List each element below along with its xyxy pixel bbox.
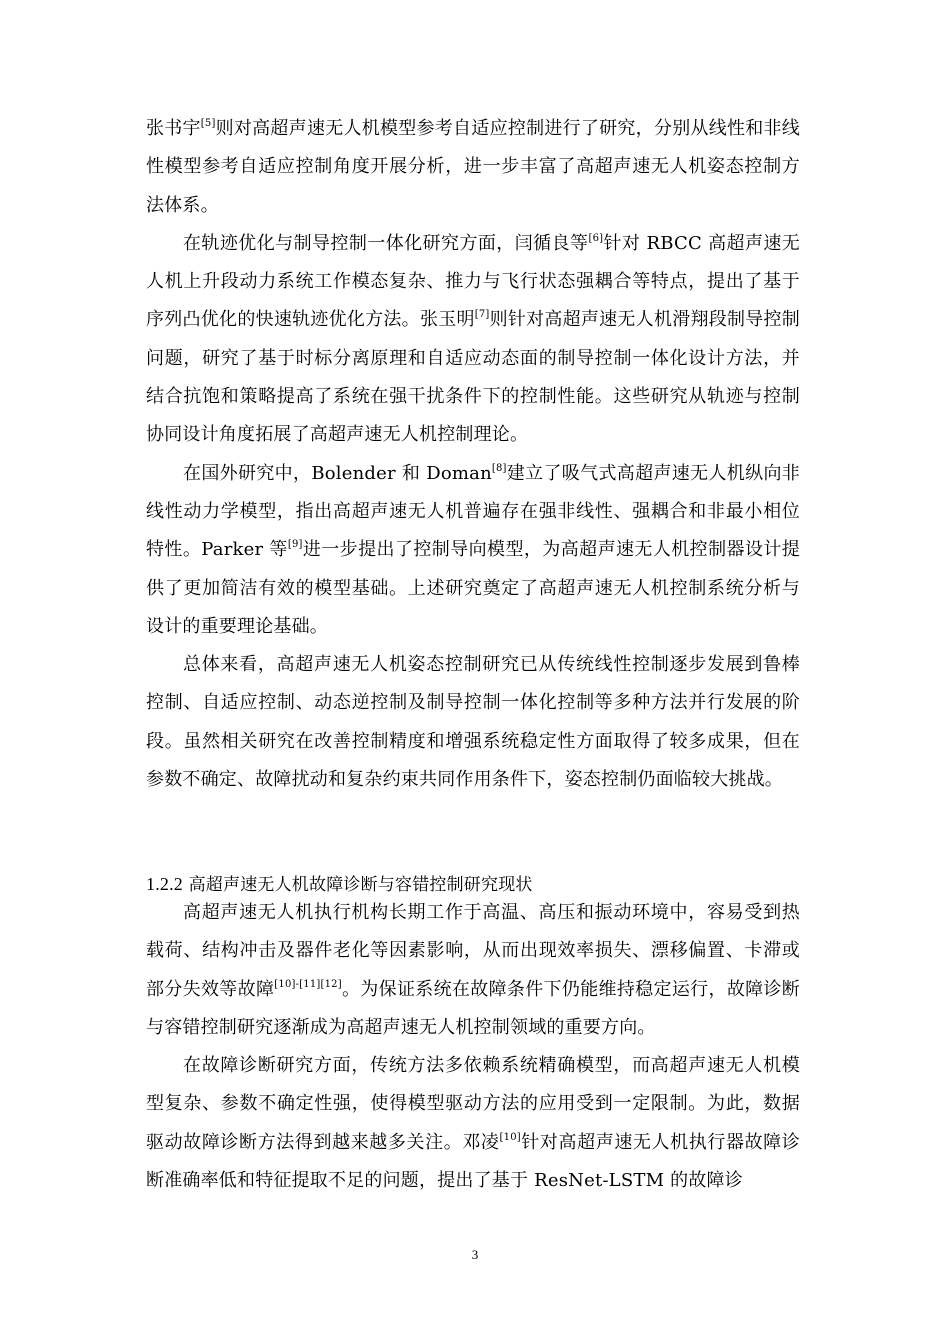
paragraph-text: 则针对高超声速无人机滑翔段制导控制问题，研究了基于时标分离原理和自适应动态面的制导控制一体化设计方法，并结合抗饱和策略提高了系统在强干扰条件下的控制性能。这些研究从轨迹与控制协同设计角度拓展了高超声速无人机控制理论。 (146, 309, 800, 446)
section-title: 高超声速无人机故障诊断与容错控制研究现状 (188, 875, 533, 895)
body-text-block-top (146, 110, 800, 799)
paragraph-text: 针对 RBCC 高超声速无人机上升段动力系统工作模态复杂、推力与飞行状态强耦合等特点，提出了基于序列凸优化的快速轨迹优化方法。张玉明 (146, 232, 801, 331)
citation-ref: [10]-[11][12] (274, 978, 342, 990)
paragraph-text: 则对高超声速无人机模型参考自适应控制进行了研究，分别从线性和非线性模型参考自适应控制角度开展分析，进一步丰富了高超声速无人机姿态控制方法体系。 (146, 118, 800, 216)
body-text-block-bottom (146, 894, 800, 1200)
paragraph-text: 在轨迹优化与制导控制一体化研究方面，闫循良等 (183, 232, 589, 254)
paragraph-trajectory-optimization (146, 225, 800, 455)
paragraph-text: 在故障诊断研究方面，传统方法多依赖系统精确模型，而高超声速无人机模型复杂、参数不确定性强，使得模型驱动方法的应用受到一定限制。为此，数据驱动故障诊断方法得到越来越多关注。邓凌 (146, 1055, 800, 1153)
paragraph-text: 高超声速无人机执行机构长期工作于高温、高压和振动环境中，容易受到热载荷、结构冲击及器件老化等因素影响，从而出现效率损失、漂移偏置、卡滞或部分失效等故障 (146, 902, 800, 1000)
page-number: 3 (471, 1247, 479, 1262)
citation-ref: [5] (200, 118, 216, 129)
citation-ref: [6] (588, 232, 604, 244)
paragraph-text: 。为保证系统在故障条件下仍能维持稳定运行，故障诊断与容错控制研究逐渐成为高超声速无人机控制领域的重要方向。 (146, 978, 800, 1038)
citation-ref: [10] (499, 1131, 521, 1143)
paragraph-text: 针对高超声速无人机执行器故障诊断准确率低和特征提取不足的问题，提出了基于 ResNet-LSTM 的故障诊 (146, 1131, 800, 1192)
citation-ref: [7] (474, 309, 490, 321)
paragraph-text: 张书宇 (146, 118, 201, 139)
citation-ref: [8] (491, 462, 507, 474)
paragraph-text: 在国外研究中，Bolender 和 Doman (183, 462, 492, 484)
paragraph-foreign-research (146, 455, 800, 646)
paragraph-summary (146, 646, 800, 799)
paragraph-fault-background (146, 894, 800, 1047)
citation-ref: [9] (287, 539, 303, 551)
paragraph-text: 进一步提出了控制导向模型，为高超声速无人机控制器设计提供了更加简洁有效的模型基础。上述研究奠定了高超声速无人机控制系统分析与设计的重要理论基础。 (146, 539, 800, 637)
paragraph-model-reference-adaptive (146, 110, 800, 225)
section-number: 1.2.2 (146, 874, 183, 894)
paragraph-text: 建立了吸气式高超声速无人机纵向非线性动力学模型，指出高超声速无人机普遍存在强非线性、强耦合和非最小相位特性。Parker 等 (146, 462, 800, 561)
paragraph-fault-diagnosis (146, 1047, 800, 1200)
paragraph-text: 总体来看，高超声速无人机姿态控制研究已从传统线性控制逐步发展到鲁棒控制、自适应控制、动态逆控制及制导控制一体化控制等多种方法并行发展的阶段。虽然相关研究在改善控制精度和增强系统稳定性方面取得了较多成果，但在参数不确定、故障扰动和复杂约束共同作用条件下，姿态控制仍面临较大挑战。 (146, 654, 800, 791)
